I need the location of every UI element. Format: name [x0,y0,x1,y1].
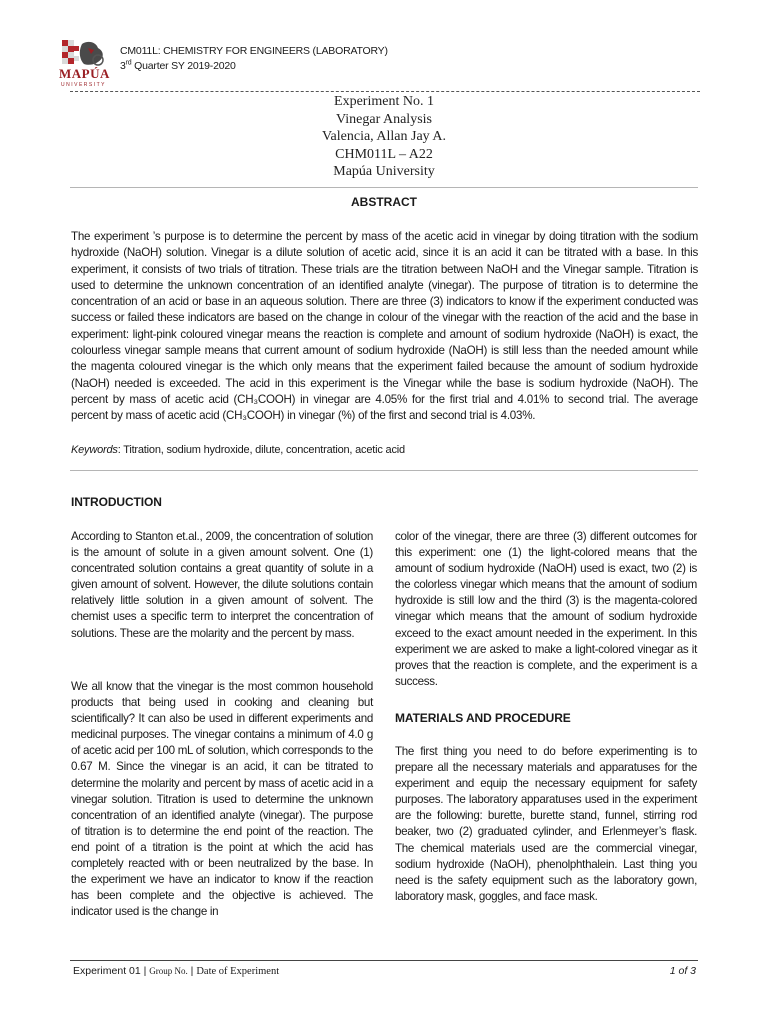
introduction-heading: INTRODUCTION [71,495,162,509]
abstract-top-rule [70,187,698,188]
introduction-paragraph-2: We all know that the vinegar is the most common household products that being used in cooking and cleaning but scientifically? It can also be used in different experiments and medicinal purposes. The vinegar contains a minimum of 4.0 g of acetic acid per 100 mL of solution, which corresponds to the 0.67 M. Since the vinegar is an acid, it can be titrated to determine the molarity and percent by mass of acetic acid in a vinegar solution. Titration is used to determine the unknown concentration of an identified analyte (vinegar). The purpose of titration is to determine the end point of the reaction. The end point of a titration is the point at which the acid has completely reacted with or been neutralized by the base. In the experiment we have an indicator to know if the reaction has been complete and the objective is achieved. The indicator used is the change in [71,680,373,919]
course-title: CM011L: CHEMISTRY FOR ENGINEERS (LABORATORY) [120,45,388,57]
footer-group: Group No. [149,966,188,976]
introduction-paragraph-3: color of the vinegar, there are three (3) different outcomes for this experiment: one (1) the light-colored means that the amount of sodium hydroxide (NaOH) used is exact, two (2) is the colorless vinegar which means that the amount of sodium hydroxide is still low and the third (3) is the magenta-colored vinegar which means that the amount of sodium hydroxide exceed to the exact amount needed in the experiment. In this experiment we are asked to make a light-colored vinegar as it proves that the reaction is complete, and the experiment is a success. [395,530,697,688]
abstract-heading: ABSTRACT [351,195,417,209]
footer-experiment: Experiment 01 [73,965,141,977]
quarter-number: 3 [120,60,126,72]
quarter-rest: Quarter SY 2019-2020 [131,60,236,72]
experiment-number: Experiment No. 1 [334,94,434,109]
footer-rule [70,960,698,961]
introduction-paragraph-1: According to Stanton et.al., 2009, the concentration of solution is the amount of solute in a given amount solvent. One (1) concentrated solution contains a great quantity of solute in a given amount of solvent. However, the dilute solutions contain relatively little solution in a given amount of solvent. The chemist uses a specific term to interpret the concentration of solutions. These are the molarity and the percent by mass. [71,530,373,640]
page-number: 1 of 3 [669,965,696,977]
keywords-label: Keywords [71,444,118,456]
materials-heading: MATERIALS AND PROCEDURE [395,711,571,725]
logo-subtext: UNIVERSITY [61,82,107,88]
footer-separator: | [187,965,197,977]
quarter-label [120,60,236,72]
keywords-text: : Titration, sodium hydroxide, dilute, concentration, acetic acid [117,444,405,456]
abstract-bottom-rule [70,470,698,471]
logo-emblem-icon [62,40,103,65]
footer-separator: | [140,965,150,977]
school-name: Mapúa University [333,164,435,179]
mapua-logo [58,38,114,88]
materials-paragraph-1: The first thing you need to do before experimenting is to prepare all the necessary materials and apparatuses for the experiment and equip the necessary equipment for safety purposes. The laboratory apparatuses used in the experiment are the following: burette, burette stand, funnel, stirring rod beaker, two (2) graduated cylinder, and Erlenmeyer’s flask. The chemical materials used are the commercial vinegar, sodium hydroxide (NaOH), phenolphthalein. Last thing you need is the safety equipment such as the laboratory gown, laboratory mask, goggles, and face mask. [395,745,697,903]
experiment-title: Vinegar Analysis [336,111,432,127]
logo-text: MAPÚA [59,66,110,81]
author-name: Valencia, Allan Jay A. [321,129,447,144]
quarter-suffix: rd [125,59,132,67]
abstract-body: The experiment ’s purpose is to determine the percent by mass of the acetic acid in vinegar by doing titration with the sodium hydroxide (NaOH) solution. Vinegar is a dilute solution of acetic acid, since it is an acid it can be titrated with a base. In this experiment, it consists of two trials of titration. These trials are the titration between NaOH and the Vinegar sample. Titration is used to determine the unknown concentration of an identified analyte (vinegar). The purpose of titration is to determine the concentration of an acid or base in an aqueous solution. There are three (3) indicators to know if the experiment conducted was success or failed these indicators are based on the change in colour of the vinegar with the reaction of the acid and the base in experiment: light-pink coloured vinegar means the reaction is complete and amount of sodium hydroxide (NaOH) is exact, the colourless vinegar sample means that current amount of sodium hydroxide (NaOH) is still less than the needed amount while the magenta coloured vinegar is the which only means that the experiment failed because the amount of sodium hydroxide (NaOH) needed is exceeded. The acid in this experiment is the Vinegar while the base is sodium hydroxide (NaOH). The percent by mass of acetic acid (CH₃COOH) in vinegar are 4.05% for the first trial and 4.01% to second trial. The average percent by mass of acetic acid (CH₃COOH) in vinegar (%) of the first and second trial is 4.03%. [71,230,698,423]
footer-date: Date of Experiment [196,966,280,977]
title-block [0,93,768,181]
header-divider [70,91,700,92]
footer [73,965,279,977]
keywords-line [71,444,405,456]
course-section: CHM011L – A22 [335,146,433,162]
